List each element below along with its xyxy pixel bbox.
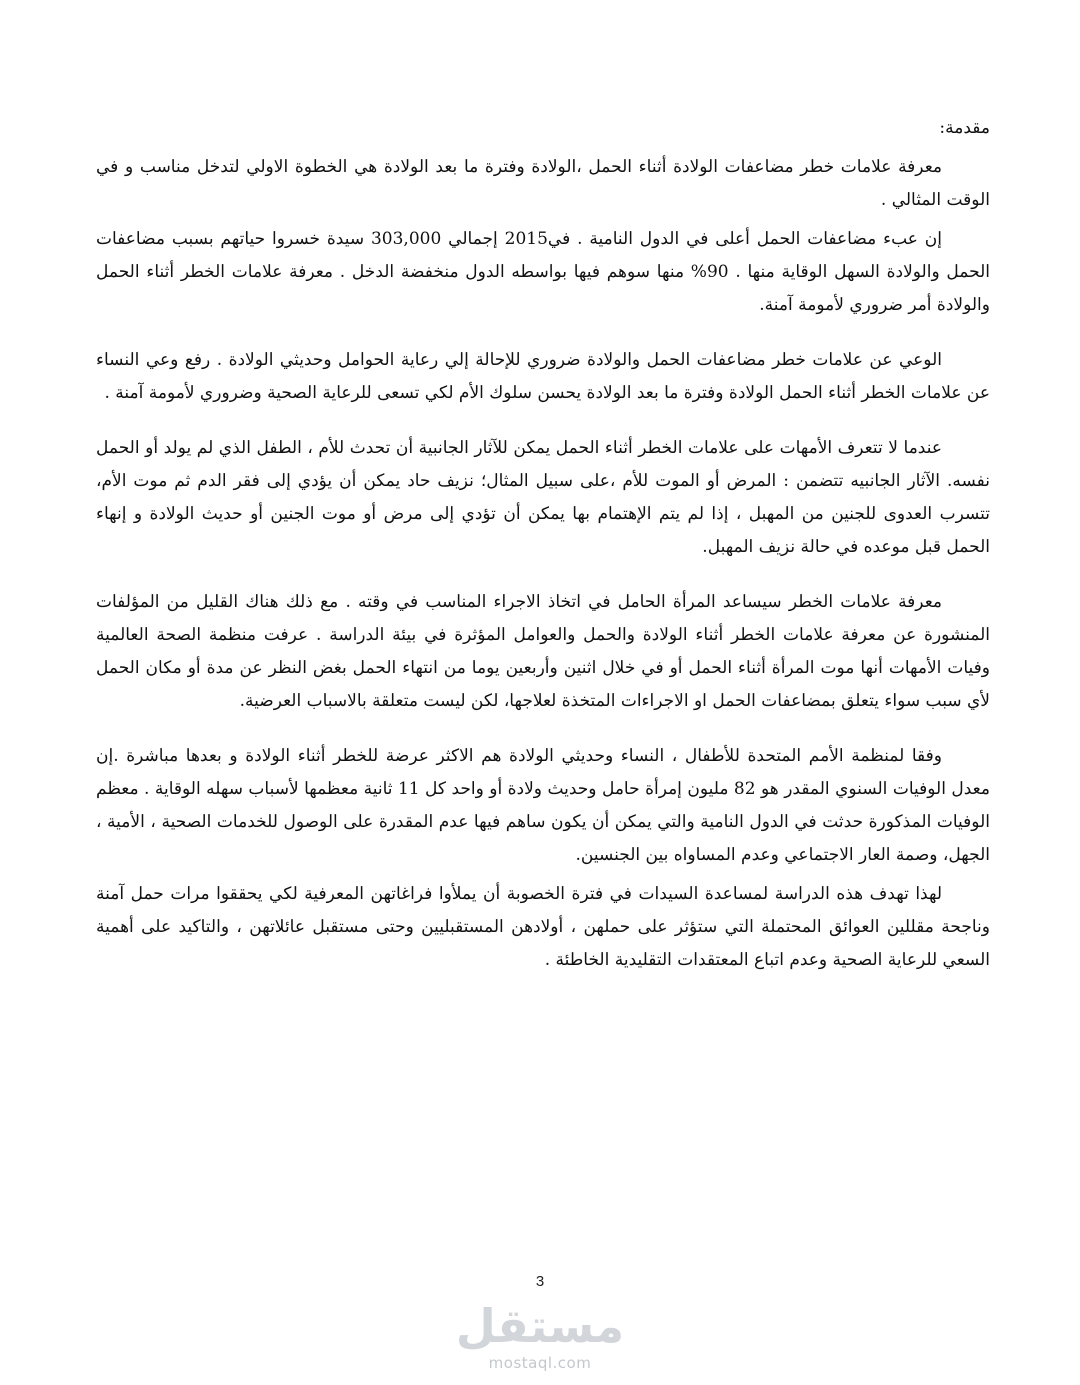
watermark-brand: مستقل (455, 1299, 625, 1353)
paragraph-3: الوعي عن علامات خطر مضاعفات الحمل والولادة ضروري للإحالة إلي رعاية الحوامل وحديثي الولادة . رفع وعي النساء عن علامات الخطر أثناء الحمل الولادة وفترة ما بعد الولادة يحسن سلوك الأم لكي تسعى للرعاية الصحية وضروري لأمومة آمنة . (96, 350, 990, 403)
paragraph-4: عندما لا تتعرف الأمهات على علامات الخطر أثناء الحمل يمكن للآثار الجانبية أن تحدث للأم ، الطفل الذي لم يولد أو الحمل نفسه. الآثار الجانبيه تتضمن : المرض أو الموت للأم ،على سبيل المثال؛ نزيف حاد يمكن أن يؤدي إلى فقر الدم ثم موت الأم، تتسرب العدوى للجنين من المهبل ، إذا لم يتم الإهتمام بها يمكن أن تؤدي إلى مرض أو موت الجنين أو حديث الولادة و إنهاء الحمل قبل موعده في حالة نزيف المهبل. (96, 438, 990, 557)
paragraph-2: إن عبء مضاعفات الحمل أعلى في الدول النامية . في2015 إجمالي 303,000 سيدة خسروا حياتهم بسبب مضاعفات الحمل والولادة السهل الوقاية منها . 90% منها سوهم فيها بواسطه الدول منخفضة الدخل . معرفة علامات الخطر أثناء الحمل والولادة أمر ضروري لأمومة آمنة. (96, 229, 990, 315)
section-heading: مقدمة: (939, 118, 990, 138)
document-body (96, 112, 990, 977)
watermark-domain: mostaql.com (488, 1354, 592, 1372)
mostaql-watermark (0, 1290, 1080, 1382)
mostaql-logo-icon (440, 1290, 640, 1382)
paragraph-6: وفقا لمنظمة الأمم المتحدة للأطفال ، النساء وحديثي الولادة هم الاكثر عرضة للخطر أثناء الولادة و بعدها مباشرة .إن معدل الوفيات السنوي المقدر هو 82 مليون إمرأة حامل وحديث ولادة أو واحد كل 11 ثانية معظمها لأسباب سهله الوقاية . معظم الوفيات المذكورة حدثت في الدول النامية والتي يمكن أن يكون ساهم فيها عدم المقدرة على الوصول للخدمات الصحية ، الأمية ، الجهل، وصمة العار الاجتماعي وعدم المساواه بين الجنسين. (96, 746, 990, 865)
page-number: 3 (535, 1273, 545, 1290)
paragraph-5: معرفة علامات الخطر سيساعد المرأة الحامل في اتخاذ الاجراء المناسب في وقته . مع ذلك هناك القليل من المؤلفات المنشورة عن معرفة علامات الخطر أثناء الولادة والحمل والعوامل المؤثرة في بيئة الدراسة . عرفت منظمة الصحة العالمية وفيات الأمهات أنها موت المرأة أثناء الحمل أو في خلال اثنين وأربعين يوما من انتهاء الحمل بغض النظر عن مدة أو مكان الحمل لأي سبب سواء يتعلق بمضاعفات الحمل او الاجراءات المتخذة لعلاجها، لكن ليست متعلقة بالاسباب العرضية. (96, 592, 990, 711)
paragraph-7: لهذا تهدف هذه الدراسة لمساعدة السيدات في فترة الخصوبة أن يملأوا فراغاتهن المعرفية لكي يحققوا مرات حمل آمنة وناجحة مقللين العوائق المحتملة التي ستؤثر على حملهن ، أولادهن المستقبليين وحتى مستقبل عائلاتهن ، والتاكيد على أهمية السعي للرعاية الصحية وعدم اتباع المعتقدات التقليدية الخاطئة . (96, 884, 990, 970)
paragraph-1: معرفة علامات خطر مضاعفات الولادة أثناء الحمل ،الولادة وفترة ما بعد الولادة هي الخطوة الاولي لتدخل مناسب و في الوقت المثالي . (96, 157, 990, 210)
